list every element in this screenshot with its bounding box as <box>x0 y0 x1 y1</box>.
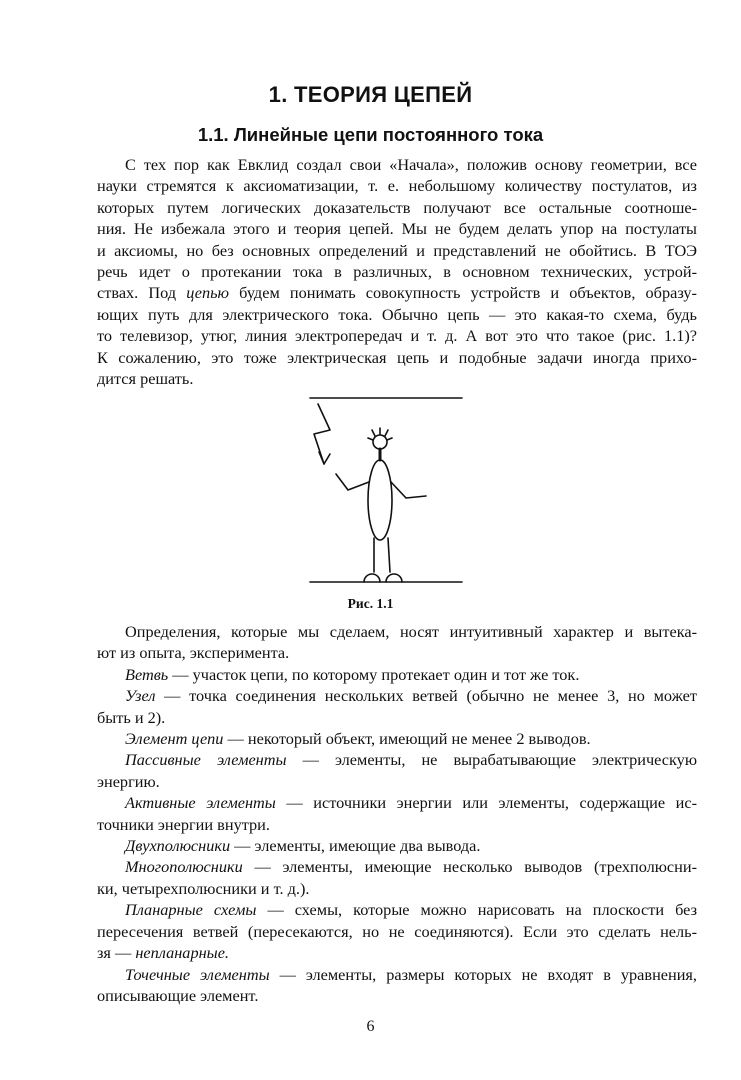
definition-term: Пассивные элементы <box>125 750 287 770</box>
text-line: речь идет о протекании тока в различных, в основном технических, устрой- <box>97 262 697 282</box>
text-line: науки стремятся к аксиоматизации, т. е. небольшому количеству постулатов, из <box>97 176 697 196</box>
right-foot <box>386 574 402 582</box>
definition-cont: энергию. <box>97 771 160 791</box>
definition-line <box>97 856 697 877</box>
body <box>368 460 392 540</box>
text-fragment: будем понимать совокупность устройств и объектов, образу- <box>239 283 697 303</box>
text-line: К сожалению, это тоже электрическая цепь и подобные задачи иногда прихо- <box>97 347 697 367</box>
text-line: ют из опыта, эксперимента. <box>97 643 290 663</box>
text-fragment: зя — <box>97 943 136 963</box>
definition-line <box>97 664 697 685</box>
definition-line <box>97 899 697 920</box>
text-line: ния. Не избежала этого и теория цепей. Мы не будем делать упор на постулаты <box>97 219 697 239</box>
text-fragment: ствах. Под <box>97 283 177 303</box>
right-leg <box>388 538 390 572</box>
definition-line <box>97 685 697 706</box>
left-foot <box>364 574 380 582</box>
text-line: которых путем логических доказательств получают все остальные соотноше- <box>97 197 697 217</box>
definition-term: Элемент цепи <box>125 729 224 749</box>
lightning-bolt <box>314 404 330 464</box>
definition-term: Точечные элементы <box>125 964 270 984</box>
definition-line <box>97 964 697 985</box>
text-line: С тех пор как Евклид создал свои «Начала», положив основу геометрии, все <box>125 155 697 174</box>
definition-text: — элементы, размеры которых не входят в уравнения, <box>269 964 697 984</box>
definition-text: — схемы, которые можно нарисовать на плоскости без <box>256 900 698 920</box>
definitions-section <box>97 621 697 1006</box>
text-line: то телевизор, утюг, линия электропередач и т. д. А вот это что такое (рис. 1.1)? <box>97 326 697 346</box>
text-line <box>97 282 697 303</box>
text-line: дится решать. <box>97 369 194 389</box>
definition-text: — участок цепи, по которому протекает один и тот же ток. <box>168 664 580 684</box>
definition-term: Активные элементы <box>125 793 276 813</box>
text-line: ющих путь для электрического тока. Обычно цепь — это какая-то схема, будь <box>97 304 697 324</box>
definition-line <box>97 749 697 770</box>
definition-cont: описывающие элемент. <box>97 985 259 1005</box>
definition-term: Двухполюсники <box>125 836 231 856</box>
head <box>373 435 387 449</box>
definition-text: — элементы, не вырабатывающие электрическую <box>286 750 697 770</box>
page-number: 6 <box>366 1018 375 1035</box>
definition-text: — некоторый объект, имеющий не менее 2 выводов. <box>223 729 591 749</box>
definition-line <box>97 792 697 813</box>
section-title: 1.1. Линейные цепи постоянного тока <box>197 124 544 145</box>
left-arm <box>336 474 369 490</box>
definition-line <box>97 728 697 749</box>
intro-paragraph <box>97 154 697 389</box>
chapter-title: 1. ТЕОРИЯ ЦЕПЕЙ <box>268 82 473 107</box>
definition-text: — элементы, имеющие два вывода. <box>230 836 481 856</box>
definition-term: непланарные. <box>135 943 229 963</box>
text-line: и аксиомы, но без основных определений и представлений не обойтись. В ТОЭ <box>97 240 697 260</box>
definition-cont: быть и 2). <box>97 707 166 727</box>
definition-term: Ветвь <box>125 664 169 684</box>
definition-cont: точники энергии внутри. <box>97 814 270 834</box>
definition-term: Узел <box>125 686 156 706</box>
definition-term: Многополюсники <box>125 857 243 877</box>
definition-cont <box>97 942 697 963</box>
definition-text: — источники энергии или элементы, содержащие ис- <box>275 793 697 813</box>
definition-text: — элементы, имеющие несколько выводов (трехполюсни- <box>242 857 697 877</box>
definition-text: — точка соединения нескольких ветвей (обычно не менее 3, но может <box>155 686 697 706</box>
definition-line <box>97 835 697 856</box>
definition-cont: ки, четырехполюсники и т. д.). <box>97 878 310 898</box>
definition-cont: пересечения ветвей (пересекаются, но не соединяются). Если это сделать нель- <box>97 921 697 941</box>
text-line: Определения, которые мы сделаем, носят интуитивный характер и вытека- <box>125 622 697 641</box>
circuit-term: цепью <box>186 283 230 303</box>
right-arm <box>391 482 426 498</box>
figure-stick-man-circuit <box>300 390 470 590</box>
definition-term: Планарные схемы <box>125 900 257 920</box>
figure-caption: Рис. 1.1 <box>347 596 394 611</box>
